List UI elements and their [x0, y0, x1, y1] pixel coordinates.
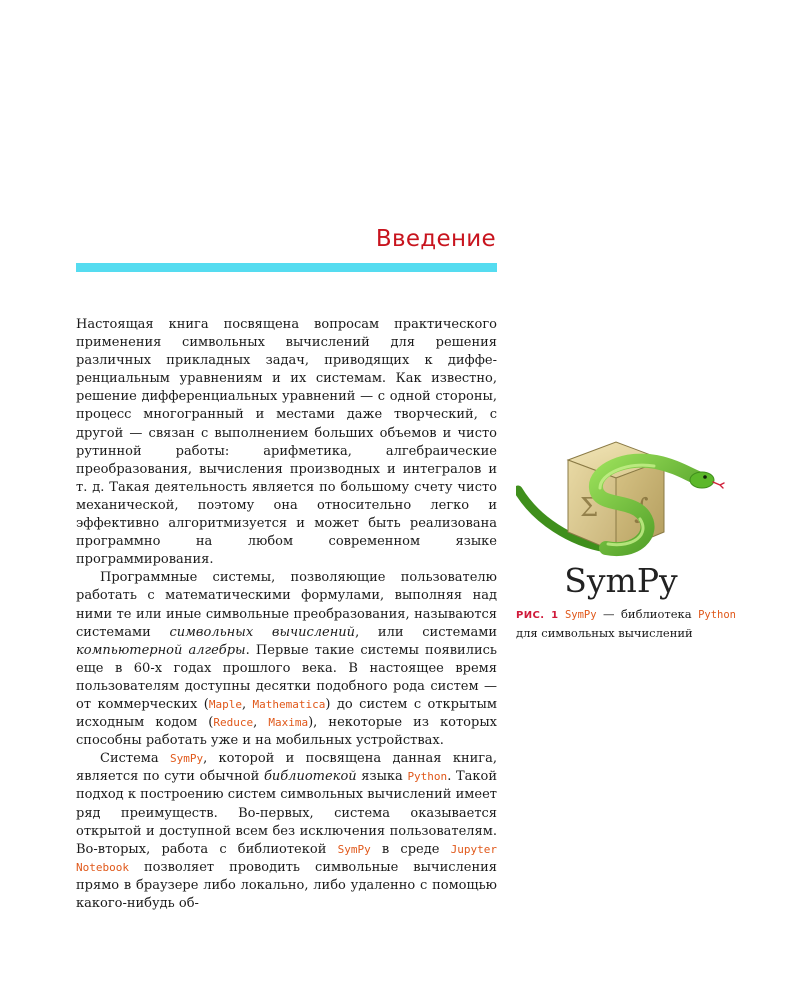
code-sympy: SymPy — [337, 842, 371, 856]
figure-sympy — [516, 430, 736, 642]
code-mathematica: Mathematica — [252, 697, 326, 711]
caption-text: — библиотека — [596, 607, 699, 621]
sympy-logo — [516, 430, 726, 600]
text-run: , или системами — [355, 624, 497, 640]
emphasis-library: библиотекой — [263, 769, 357, 785]
emphasis-symbolic-computation: символьных вычислений — [169, 624, 356, 640]
figure-caption — [516, 606, 736, 642]
text-run: Программные системы, позволяющие пользователю работать с математическими формулами, выполняя над ними те или иные символьные преобразования, называются системами — [76, 570, 497, 640]
code-maxima: Maxima — [268, 716, 309, 730]
text-run: , которой и посвящена данная книга, является по сути обычной — [76, 751, 497, 785]
code-sympy: SymPy — [564, 609, 597, 621]
snake-eye — [703, 475, 707, 479]
figure-label: РИС. 1 — [516, 610, 559, 621]
cube-integral-glyph: ∫ — [634, 492, 649, 525]
paragraph-3 — [76, 750, 497, 913]
snake-head — [690, 472, 714, 488]
paragraph-2 — [76, 569, 497, 750]
text-run: . Такой подход к построению систем символьных вычислений имеет ряд преимуществ. Во-первых, система оказывается открытой и доступной всем без исключения пользователям. Во-вторых, работа с библиотекой — [76, 769, 497, 857]
code-python: Python — [698, 609, 736, 621]
text-run: позволяет проводить символьные вычисления прямо в браузере либо локально, либо удаленно с помощью какого-нибудь об- — [76, 859, 497, 911]
sympy-logo-text: SymPy — [564, 561, 678, 600]
code-reduce: Reduce — [213, 716, 254, 730]
body-text — [76, 316, 497, 913]
text-run: , — [241, 696, 253, 712]
emphasis-computer-algebra: компьютерной алгебры — [76, 642, 246, 658]
chapter-title: Введение — [375, 226, 496, 252]
code-jupyter-notebook: Jupyter Notebook — [76, 842, 497, 874]
text-run: Система — [100, 751, 170, 767]
paragraph-1: Настоящая книга посвящена вопросам практического применения символьных вычислений для решения различных прикладных задач, приводящих к дифференциальным уравнениям и их системам. Как известно, решение дифференциальных уравнений — с одной стороны, процесс многогранный и местами даже творческий, с другой — связан с выполнением больших объемов и чисто рутинной работы: арифметика, алгебраические преобразования, вычисления производных и интегралов и т. д. Такая деятельность является по большому счету чисто механической, поэтому она относительно легко и эффективно алгоритмизуется и может быть реализована программно на любом современном языке программирования. — [76, 317, 497, 568]
text-run: , — [253, 715, 269, 731]
text-run: языка — [356, 769, 408, 785]
text-run: в среде — [370, 841, 451, 857]
code-maple: Maple — [208, 697, 242, 711]
code-python: Python — [407, 770, 448, 784]
snake-tongue — [713, 482, 724, 488]
code-sympy: SymPy — [169, 752, 204, 766]
text-run: . Первые такие системы появились еще в 60-х годах прошлого века. В настоящее время пользователям доступны десятки подобного рода систем — от коммерческих ( — [76, 642, 498, 712]
text-run: ) до систем с открытым исходным кодом ( — [76, 696, 498, 731]
cube-sigma-glyph: Σ — [580, 493, 599, 523]
caption-text: для символьных вычислений — [516, 625, 693, 640]
text-run: ), некоторые из которых способны работать уже и на мобильных устройствах. — [76, 715, 497, 749]
title-rule — [76, 263, 497, 272]
